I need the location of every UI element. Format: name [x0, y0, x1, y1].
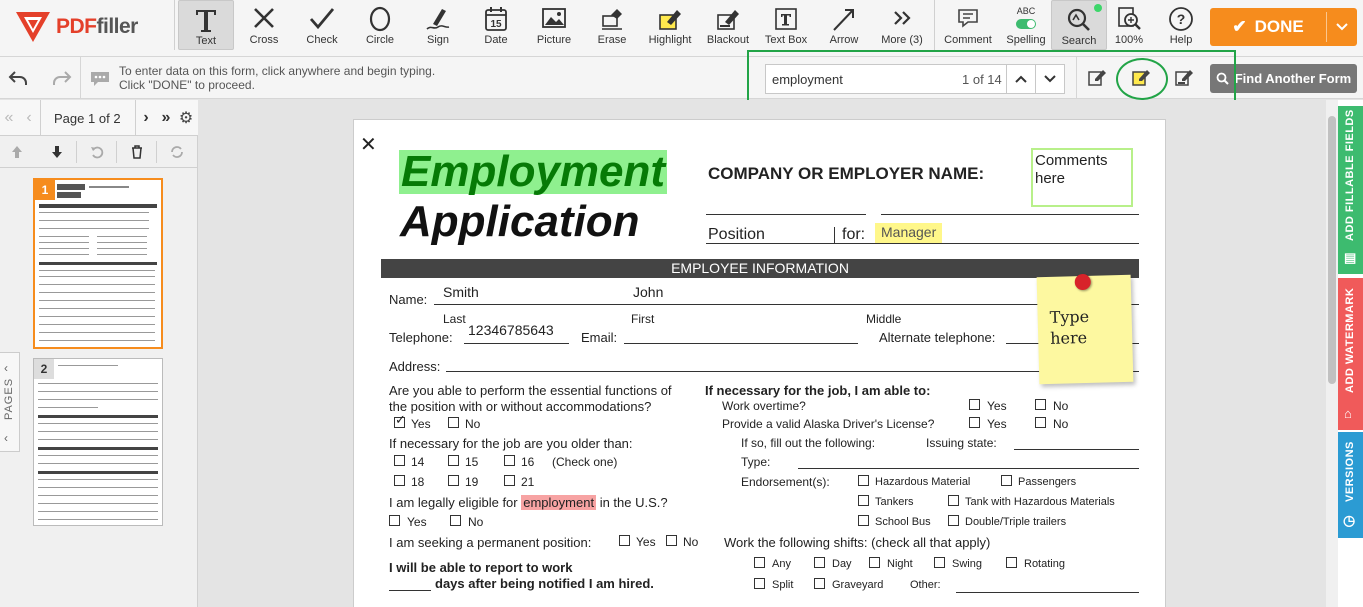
- tool-arrow-label: Arrow: [829, 34, 859, 46]
- first-page-button[interactable]: [0, 106, 18, 130]
- permanent-no-checkbox[interactable]: [666, 535, 677, 546]
- age-14-checkbox[interactable]: [394, 455, 405, 466]
- versions-label: VERSIONS: [1344, 441, 1356, 502]
- sign-icon: [425, 6, 451, 32]
- shift-split-label: Split: [772, 579, 794, 591]
- age-18-checkbox[interactable]: [394, 475, 405, 486]
- gear-icon: ⚙: [178, 110, 194, 127]
- tool-search-label: Search: [1061, 35, 1097, 47]
- last-name-field[interactable]: Smith: [443, 284, 479, 300]
- q-legal: [389, 495, 668, 510]
- highlight-annotation-circle: [1116, 58, 1168, 100]
- redo-button[interactable]: [50, 67, 74, 89]
- tool-help-label: Help: [1169, 34, 1193, 46]
- find-another-form-label: Find Another Form: [1234, 71, 1352, 86]
- endorse-trailers-label: Double/Triple trailers: [965, 516, 1067, 528]
- pages-panel: [0, 100, 198, 607]
- search-input[interactable]: employment: [772, 72, 843, 87]
- chevron-left-icon: ‹: [4, 431, 8, 445]
- arrow-icon: [831, 6, 857, 32]
- double-chevron-left-icon: «: [4, 109, 14, 126]
- thumb-preview-2: [34, 359, 162, 525]
- prev-page-button[interactable]: [20, 106, 38, 130]
- right-rail: [1338, 100, 1363, 607]
- overtime-label: Work overtime?: [722, 399, 806, 413]
- erase-icon: [599, 6, 625, 32]
- text-icon: [194, 7, 218, 33]
- pages-tab-label: PAGES: [3, 377, 16, 421]
- tool-more[interactable]: [874, 0, 930, 50]
- telephone-label: Telephone:: [389, 330, 453, 345]
- shift-rotating-label: Rotating: [1024, 558, 1065, 570]
- first-label: First: [631, 312, 655, 326]
- hint-text: [119, 64, 435, 92]
- age-21-checkbox[interactable]: [504, 475, 515, 486]
- shift-rotating-checkbox[interactable]: [1006, 557, 1017, 568]
- redo-icon: [52, 70, 72, 86]
- document-page[interactable]: [353, 119, 1166, 607]
- report-line1: I will be able to report to work: [389, 560, 573, 575]
- form-title-line1: Employment: [401, 147, 666, 196]
- refresh-icon: [169, 145, 185, 159]
- shift-night-label: Night: [887, 558, 913, 570]
- tool-circle-label: Circle: [365, 34, 395, 46]
- svg-text:?: ?: [1176, 11, 1186, 27]
- picture-icon: [541, 6, 567, 30]
- thumb-preview-1: [35, 180, 161, 347]
- trash-icon: [131, 145, 143, 159]
- q-essential-line2: the position with or without accommodations?: [389, 399, 652, 414]
- endorse-tankers-checkbox[interactable]: [858, 495, 869, 506]
- shift-swing-checkbox[interactable]: [934, 557, 945, 568]
- shift-split-checkbox[interactable]: [754, 578, 765, 589]
- sticky-note[interactable]: [1037, 275, 1134, 384]
- license-yes-label: Yes: [987, 417, 1007, 431]
- thumb-number: 2: [34, 359, 54, 379]
- history-icon: ◷: [1343, 512, 1356, 528]
- date-icon: [484, 6, 508, 32]
- shift-any-checkbox[interactable]: [754, 557, 765, 568]
- chevron-right-icon: ›: [143, 109, 149, 126]
- add-fillable-fields-label: ADD FILLABLE FIELDS: [1344, 109, 1356, 241]
- essential-yes-checkbox[interactable]: ✓: [395, 412, 406, 427]
- title-highlight: [399, 147, 667, 196]
- fields-icon: ▤: [1344, 250, 1357, 265]
- tool-more-label: More (3): [881, 34, 923, 46]
- hint-line-2: Click "DONE" to proceed.: [119, 78, 255, 92]
- pin-icon: [1075, 274, 1091, 290]
- check-one-label: (Check one): [552, 455, 618, 469]
- endorse-tank-hazmat-label: Tank with Hazardous Materials: [965, 496, 1115, 508]
- hint-line-1: To enter data on this form, click anywhere and begin typing.: [119, 64, 436, 78]
- move-page-up-button[interactable]: [8, 143, 26, 161]
- shift-day-checkbox[interactable]: [814, 557, 825, 568]
- svg-text:ABC: ABC: [1016, 6, 1036, 16]
- next-page-button[interactable]: [137, 106, 155, 130]
- double-chevron-right-icon: »: [161, 109, 171, 126]
- pages-tab[interactable]: [0, 352, 20, 452]
- done-check-icon: ✔: [1232, 17, 1247, 36]
- last-label: Last: [443, 312, 466, 326]
- middle-label: Middle: [866, 312, 902, 326]
- document-viewport: [198, 100, 1326, 607]
- legal-no-checkbox[interactable]: [450, 515, 461, 526]
- overtime-yes-label: Yes: [987, 399, 1007, 413]
- logo-text-filler: filler: [96, 15, 138, 38]
- address-label: Address:: [389, 359, 441, 374]
- endorse-tankers-label: Tankers: [875, 496, 914, 508]
- search-match-highlight: employment: [523, 495, 595, 510]
- page-tools: [0, 137, 198, 168]
- shift-day-label: Day: [832, 558, 852, 570]
- legal-yes-checkbox[interactable]: [389, 515, 400, 526]
- page-thumbnail-1[interactable]: [33, 178, 163, 349]
- age-19-label: 19: [465, 475, 479, 489]
- logo-text-pdf: PDF: [56, 15, 97, 38]
- arrow-down-icon: [51, 145, 63, 159]
- email-label: Email:: [581, 330, 618, 345]
- refresh-page-button[interactable]: [168, 143, 186, 161]
- blackout-icon: [715, 6, 741, 32]
- endorse-schoolbus-checkbox[interactable]: [858, 515, 869, 526]
- tool-picture-label: Picture: [536, 34, 572, 46]
- tool-zoom-label: 100%: [1114, 34, 1144, 46]
- q-older: If necessary for the job are you older than:: [389, 436, 633, 451]
- issuing-state-label: Issuing state:: [926, 436, 997, 450]
- pdffiller-logo[interactable]: [14, 10, 138, 44]
- age-19-checkbox[interactable]: [448, 475, 459, 486]
- versions-tab[interactable]: [1338, 432, 1363, 538]
- endorsements-label: Endorsement(s):: [741, 475, 830, 489]
- document-scrollbar[interactable]: [1326, 100, 1338, 607]
- q-legal-text-a: I am legally eligible for: [389, 495, 518, 510]
- section-title: EMPLOYEE INFORMATION: [381, 259, 1139, 278]
- tool-check-label: Check: [306, 34, 338, 46]
- essential-no-checkbox[interactable]: [448, 417, 459, 428]
- thumb-number: 1: [35, 180, 55, 200]
- q-essential-line1: Are you able to perform the essential functions of: [389, 383, 672, 398]
- age-16-label: 16: [521, 455, 535, 469]
- page-navigator: [0, 100, 198, 136]
- more-icon: [891, 6, 913, 30]
- endorse-schoolbus-label: School Bus: [875, 516, 931, 528]
- tool-date-label: Date: [484, 34, 508, 46]
- tool-text-label: Text: [195, 35, 217, 47]
- done-button-group: [1210, 8, 1357, 46]
- license-label: Provide a valid Alaska Driver's License?: [722, 417, 935, 431]
- spelling-icon: [1012, 6, 1040, 32]
- zoom-icon: [1116, 6, 1142, 32]
- age-15-label: 15: [465, 455, 479, 469]
- able-title: If necessary for the job, I am able to:: [705, 383, 931, 398]
- page-label: Page: [54, 111, 85, 126]
- circle-icon: [368, 6, 392, 32]
- highlight-icon: [657, 6, 683, 32]
- undo-icon: [8, 70, 28, 86]
- search-result-count: 1 of 14: [962, 72, 1002, 87]
- age-18-label: 18: [411, 475, 425, 489]
- done-button[interactable]: [1210, 8, 1326, 46]
- tool-highlight-label: Highlight: [648, 34, 692, 46]
- license-yes-checkbox[interactable]: [969, 417, 980, 428]
- svg-text:15: 15: [490, 19, 502, 30]
- add-watermark-tab[interactable]: [1338, 278, 1363, 430]
- scrollbar-thumb[interactable]: [1328, 116, 1336, 384]
- tool-cross-label: Cross: [249, 34, 279, 46]
- shifts-title: Work the following shifts: (check all that apply): [724, 535, 991, 550]
- type-label: Type:: [741, 455, 771, 469]
- overtime-no-label: No: [1053, 399, 1069, 413]
- add-watermark-label: ADD WATERMARK: [1344, 287, 1356, 393]
- page-thumbnail-2[interactable]: [33, 358, 163, 526]
- essential-no-label: No: [465, 417, 481, 431]
- page-total: of 2: [98, 111, 121, 126]
- watermark-icon: ⌂: [1344, 406, 1352, 421]
- alt-telephone-label: Alternate telephone:: [879, 330, 996, 345]
- move-page-down-button[interactable]: [48, 143, 66, 161]
- shift-graveyard-label: Graveyard: [832, 579, 884, 591]
- comment-icon: [956, 6, 980, 30]
- telephone-field[interactable]: 12346785643: [468, 322, 554, 338]
- endorse-hazardous-checkbox[interactable]: [858, 475, 869, 486]
- delete-page-button[interactable]: [128, 143, 146, 161]
- comments-textbox[interactable]: Comments here: [1031, 148, 1133, 207]
- chevron-down-icon: [1336, 23, 1348, 31]
- tool-sign-label: Sign: [426, 34, 450, 46]
- shift-night-checkbox[interactable]: [869, 557, 880, 568]
- help-icon: [1168, 6, 1194, 32]
- permanent-yes-label: Yes: [636, 535, 656, 549]
- endorse-trailers-checkbox[interactable]: [948, 515, 959, 526]
- age-16-checkbox[interactable]: [504, 455, 515, 466]
- form-title-line2: Application: [400, 197, 640, 246]
- check-icon: [309, 6, 335, 30]
- rotate-page-button[interactable]: [88, 143, 106, 161]
- close-icon[interactable]: ✕: [360, 134, 377, 156]
- report-line2: days after being notified I am hired.: [435, 576, 654, 591]
- company-label: COMPANY OR EMPLOYER NAME:: [708, 164, 985, 183]
- tool-help[interactable]: [1153, 0, 1209, 50]
- endorse-hazardous-label: Hazardous Material: [875, 476, 971, 488]
- endorse-passengers-label: Passengers: [1018, 476, 1077, 488]
- endorse-tank-hazmat-checkbox[interactable]: [948, 495, 959, 506]
- hint-chat-icon: [89, 68, 111, 88]
- tool-erase-label: Erase: [597, 34, 627, 46]
- done-dropdown-button[interactable]: [1327, 8, 1357, 46]
- overtime-yes-checkbox[interactable]: [969, 399, 980, 410]
- sticky-note-text: Type here: [1049, 306, 1090, 348]
- license-no-label: No: [1053, 417, 1069, 431]
- undo-button[interactable]: [6, 67, 30, 89]
- page-settings-button[interactable]: [177, 108, 195, 128]
- q-legal-text-b: in the U.S.?: [599, 495, 668, 510]
- tool-comment-label: Comment: [944, 34, 992, 46]
- legal-no-label: No: [468, 515, 484, 529]
- done-label: DONE: [1254, 17, 1304, 36]
- license-no-checkbox[interactable]: [1035, 417, 1046, 428]
- age-21-label: 21: [521, 475, 535, 489]
- first-name-field[interactable]: John: [633, 284, 664, 300]
- permanent-yes-checkbox[interactable]: [619, 535, 630, 546]
- tool-spelling-label: Spelling: [1006, 34, 1046, 46]
- age-15-checkbox[interactable]: [448, 455, 459, 466]
- arrow-up-icon: [11, 145, 23, 159]
- for-label: for:: [842, 226, 866, 243]
- endorse-passengers-checkbox[interactable]: [1001, 475, 1012, 486]
- logo-mark-icon: [14, 10, 52, 44]
- age-14-label: 14: [411, 455, 425, 469]
- textbox-icon: [773, 6, 799, 32]
- rotate-icon: [90, 145, 104, 159]
- chevron-left-icon: ‹: [26, 109, 32, 126]
- position-field[interactable]: Manager: [875, 223, 942, 244]
- search-icon: [1065, 7, 1093, 33]
- add-fillable-fields-tab[interactable]: [1338, 106, 1363, 274]
- shift-graveyard-checkbox[interactable]: [814, 578, 825, 589]
- so-fill-label: If so, fill out the following:: [741, 436, 876, 450]
- permanent-no-label: No: [683, 535, 699, 549]
- shift-swing-label: Swing: [952, 558, 982, 570]
- position-label: Position: [708, 226, 765, 243]
- tool-textbox-label: Text Box: [764, 34, 808, 46]
- shift-other-label: Other:: [910, 579, 941, 591]
- cross-icon: [252, 6, 276, 30]
- main-toolbar: [0, 0, 1363, 57]
- last-page-button[interactable]: [157, 106, 175, 130]
- name-label: Name:: [389, 292, 428, 307]
- current-page-input[interactable]: 1: [88, 111, 96, 126]
- essential-yes-label: Yes: [411, 417, 431, 431]
- legal-yes-label: Yes: [407, 515, 427, 529]
- chevron-left-icon: ‹: [4, 361, 8, 375]
- shift-any-label: Any: [772, 558, 791, 570]
- q-permanent: I am seeking a permanent position:: [389, 535, 592, 550]
- tool-blackout-label: Blackout: [706, 34, 750, 46]
- overtime-no-checkbox[interactable]: [1035, 399, 1046, 410]
